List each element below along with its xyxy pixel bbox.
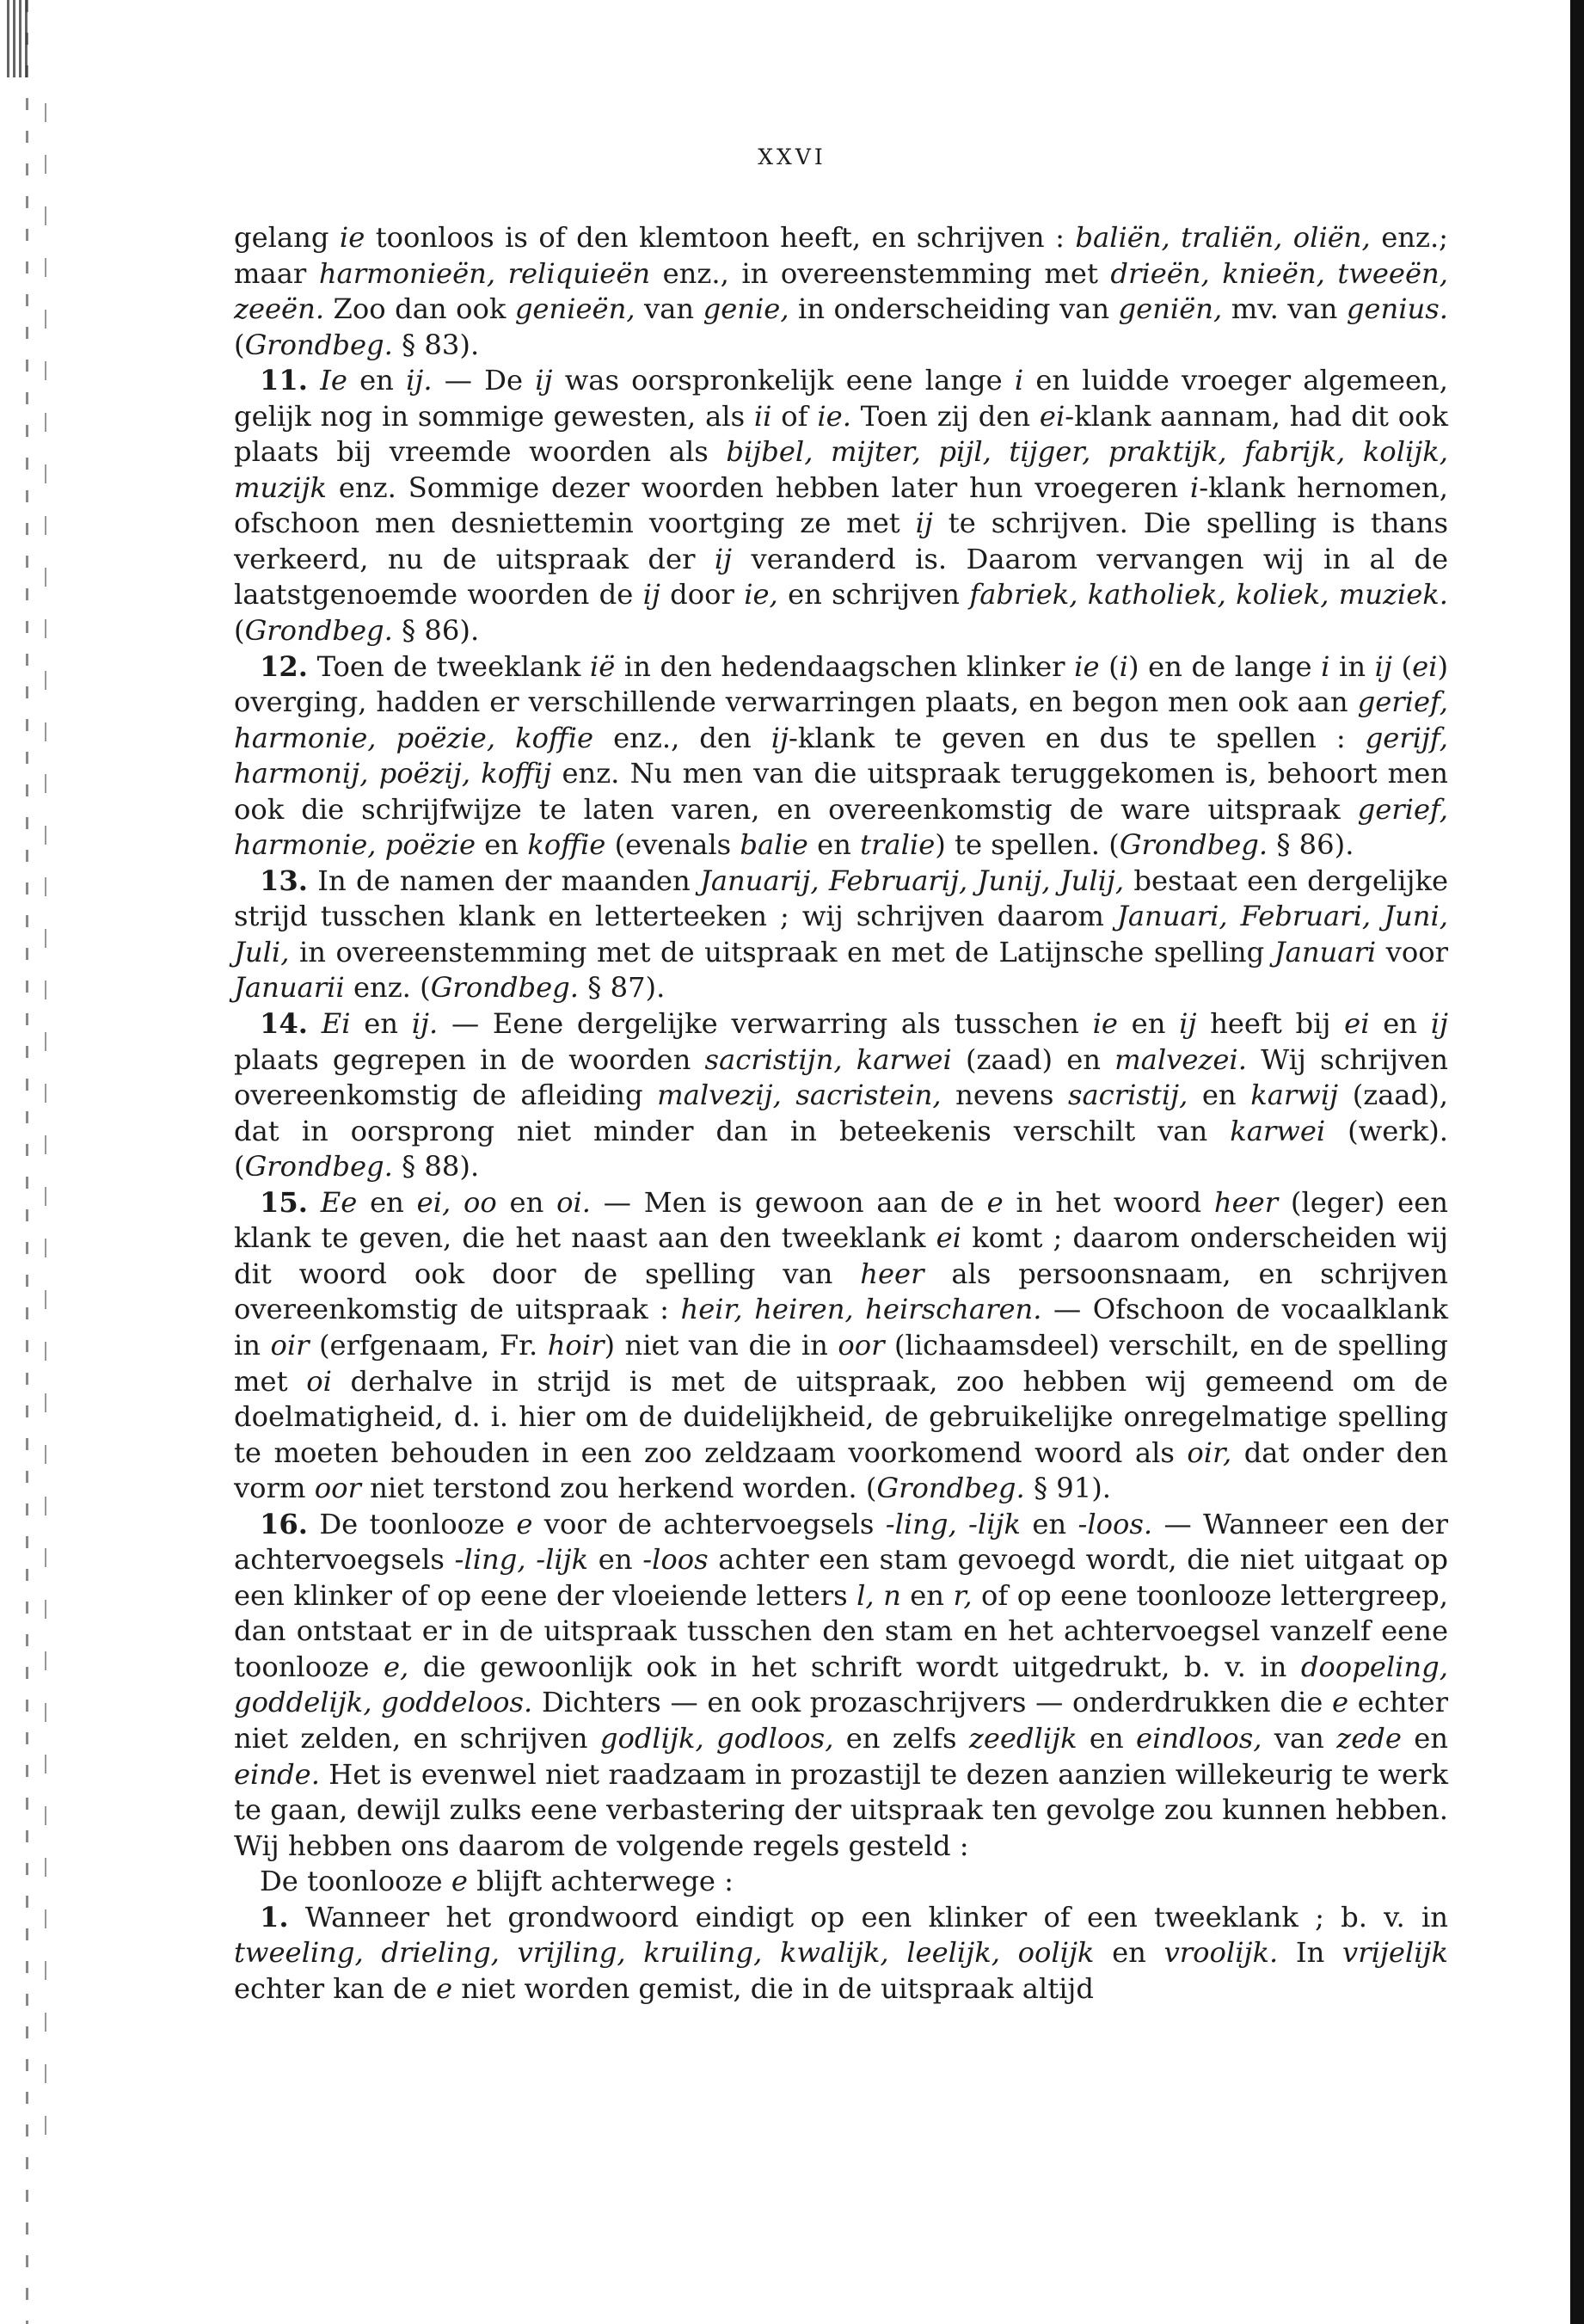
left-binding-edge	[0, 0, 53, 2324]
page-number: XXVI	[758, 144, 826, 169]
paragraph-number: 16.	[260, 1507, 308, 1540]
paragraph-number: 15.	[260, 1185, 308, 1219]
paragraph-12: 12. Toen de tweeklank ië in den hedendaagschen klinker ie (i) en de lange i in ij (ei) overging, hadden er verschillende verwarringen plaats, en begon men ook aan gerief, harmonie, poëzie, koffie enz., den ij-klank te geven en dus te spellen : gerijf, harmonij, poëzij, koffij enz. Nu men van die uitspraak teruggekomen is, behoort men ook die schrijfwijze te laten varen, en overeenkomstig de ware uitspraak gerief, harmonie, poëzie en koffie (evenals balie en tralie) te spellen. (Grondbeg. § 86).	[234, 649, 1449, 862]
paragraph-number: 12.	[260, 649, 308, 683]
paragraph-number: 13.	[260, 864, 308, 897]
paragraph-number: 11.	[260, 364, 308, 397]
right-binding-edge	[1570, 0, 1584, 2324]
body-text	[234, 220, 1448, 2007]
paragraph-16-rule-1: 1. Wanneer het grondwoord eindigt op een klinker of een tweeklank ; b. v. in tweeling, drieling, vrijling, kruiling, kwalijk, leelijk, oolijk en vroolijk. In vrijelijk echter kan de e niet worden gemist, die in de uitspraak altijd	[234, 1900, 1448, 2005]
paragraph-continued: gelang ie toonloos is of den klemtoon heeft, en schrijven : baliën, traliën, oliën, enz.; maar harmonieën, reliquieën enz., in overeenstemming met drieën, knieën, tweeën, zeeën. Zoo dan ook genieën, van genie, in onderscheiding van geniën, mv. van genius. (Grondbeg. § 83).	[234, 221, 1449, 361]
paragraph-11: 11. Ie en ij. — De ij was oorspronkelijk eene lange i en luidde vroeger algemeen, gelijk nog in sommige gewesten, als ii of ie. Toen zij den ei-klank aannam, had dit ook plaats bij vreemde woorden als bijbel, mijter, pijl, tijger, praktijk, fabrijk, kolijk, muzijk enz. Sommige dezer woorden hebben later hun vroegeren i-klank hernomen, ofschoon men desniettemin voortging ze met ij te schrijven. Die spelling is thans verkeerd, nu de uitspraak der ij veranderd is. Daarom vervangen wij in al de laatstgenoemde woorden de ij door ie, en schrijven fabriek, katholiek, koliek, muziek. (Grondbeg. § 86).	[234, 364, 1448, 648]
paragraph-number: 14.	[260, 1007, 308, 1041]
paragraph-number: 1.	[260, 1900, 289, 1934]
paragraph-16: 16. De toonlooze e voor de achtervoegsels -ling, -lijk en -loos. — Wanneer een der achtervoegsels -ling, -lijk en -loos achter een stam gevoegd wordt, die niet uitgaat op een klinker of op eene der vloeiende letters l, n en r, of op eene toonlooze lettergreep, dan ontstaat er in de uitspraak tusschen den stam en het achtervoegsel vanzelf eene toonlooze e, die gewoonlijk ook in het schrift wordt uitgedrukt, b. v. in doopeling, goddelijk, goddeloos. Dichters — en ook prozaschrijvers — onderdrukken die e echter niet zelden, en schrijven godlijk, godloos, en zelfs zeedlijk en eindloos, van zede en einde. Het is evenwel niet raadzaam in prozastijl te dezen aanzien willekeurig te werk te gaan, dewijl zulks eene verbastering der uitspraak ten gevolge zou kunnen hebben. Wij hebben ons daarom de volgende regels gesteld :	[234, 1507, 1449, 1862]
paragraph-16-rule-intro: De toonlooze e blijft achterwege :	[260, 1865, 734, 1898]
paragraph-13: 13. In de namen der maanden Januarij, Februarij, Junij, Julij, bestaat een dergelijke strijd tusschen klank en letterteeken ; wij schrijven daarom Januari, Februari, Juni, Juli, in overeenstemming met de uitspraak en met de Latijnsche spelling Januari voor Januarii enz. (Grondbeg. § 87).	[234, 864, 1449, 1005]
paragraph-14: 14. Ei en ij. — Eene dergelijke verwarring als tusschen ie en ij heeft bij ei en ij plaats gegrepen in de woorden sacristijn, karwei (zaad) en malvezei. Wij schrijven overeenkomstig de afleiding malvezij, sacristein, nevens sacristij, en karwij (zaad), dat in oorsprong niet minder dan in beteekenis verschilt van karwei (werk). (Grondbeg. § 88).	[234, 1007, 1448, 1184]
paragraph-15: 15. Ee en ei, oo en oi. — Men is gewoon aan de e in het woord heer (leger) een klank te geven, die het naast aan den tweeklank ei komt ; daarom onderscheiden wij dit woord ook door de spelling van heer als persoonsnaam, en schrijven overeenkomstig de uitspraak : heir, heiren, heirscharen. — Ofschoon de vocaalklank in oir (erfgenaam, Fr. hoir) niet van die in oor (lichaamsdeel) verschilt, en de spelling met oi derhalve in strijd is met de uitspraak, zoo hebben wij gemeend om de doelmatigheid, d. i. hier om de duidelijkheid, de gebruikelijke onregelmatige spelling te moeten behouden in een zoo zeldzaam voorkomend woord als oir, dat onder den vorm oor niet terstond zou herkend worden. (Grondbeg. § 91).	[234, 1185, 1448, 1505]
